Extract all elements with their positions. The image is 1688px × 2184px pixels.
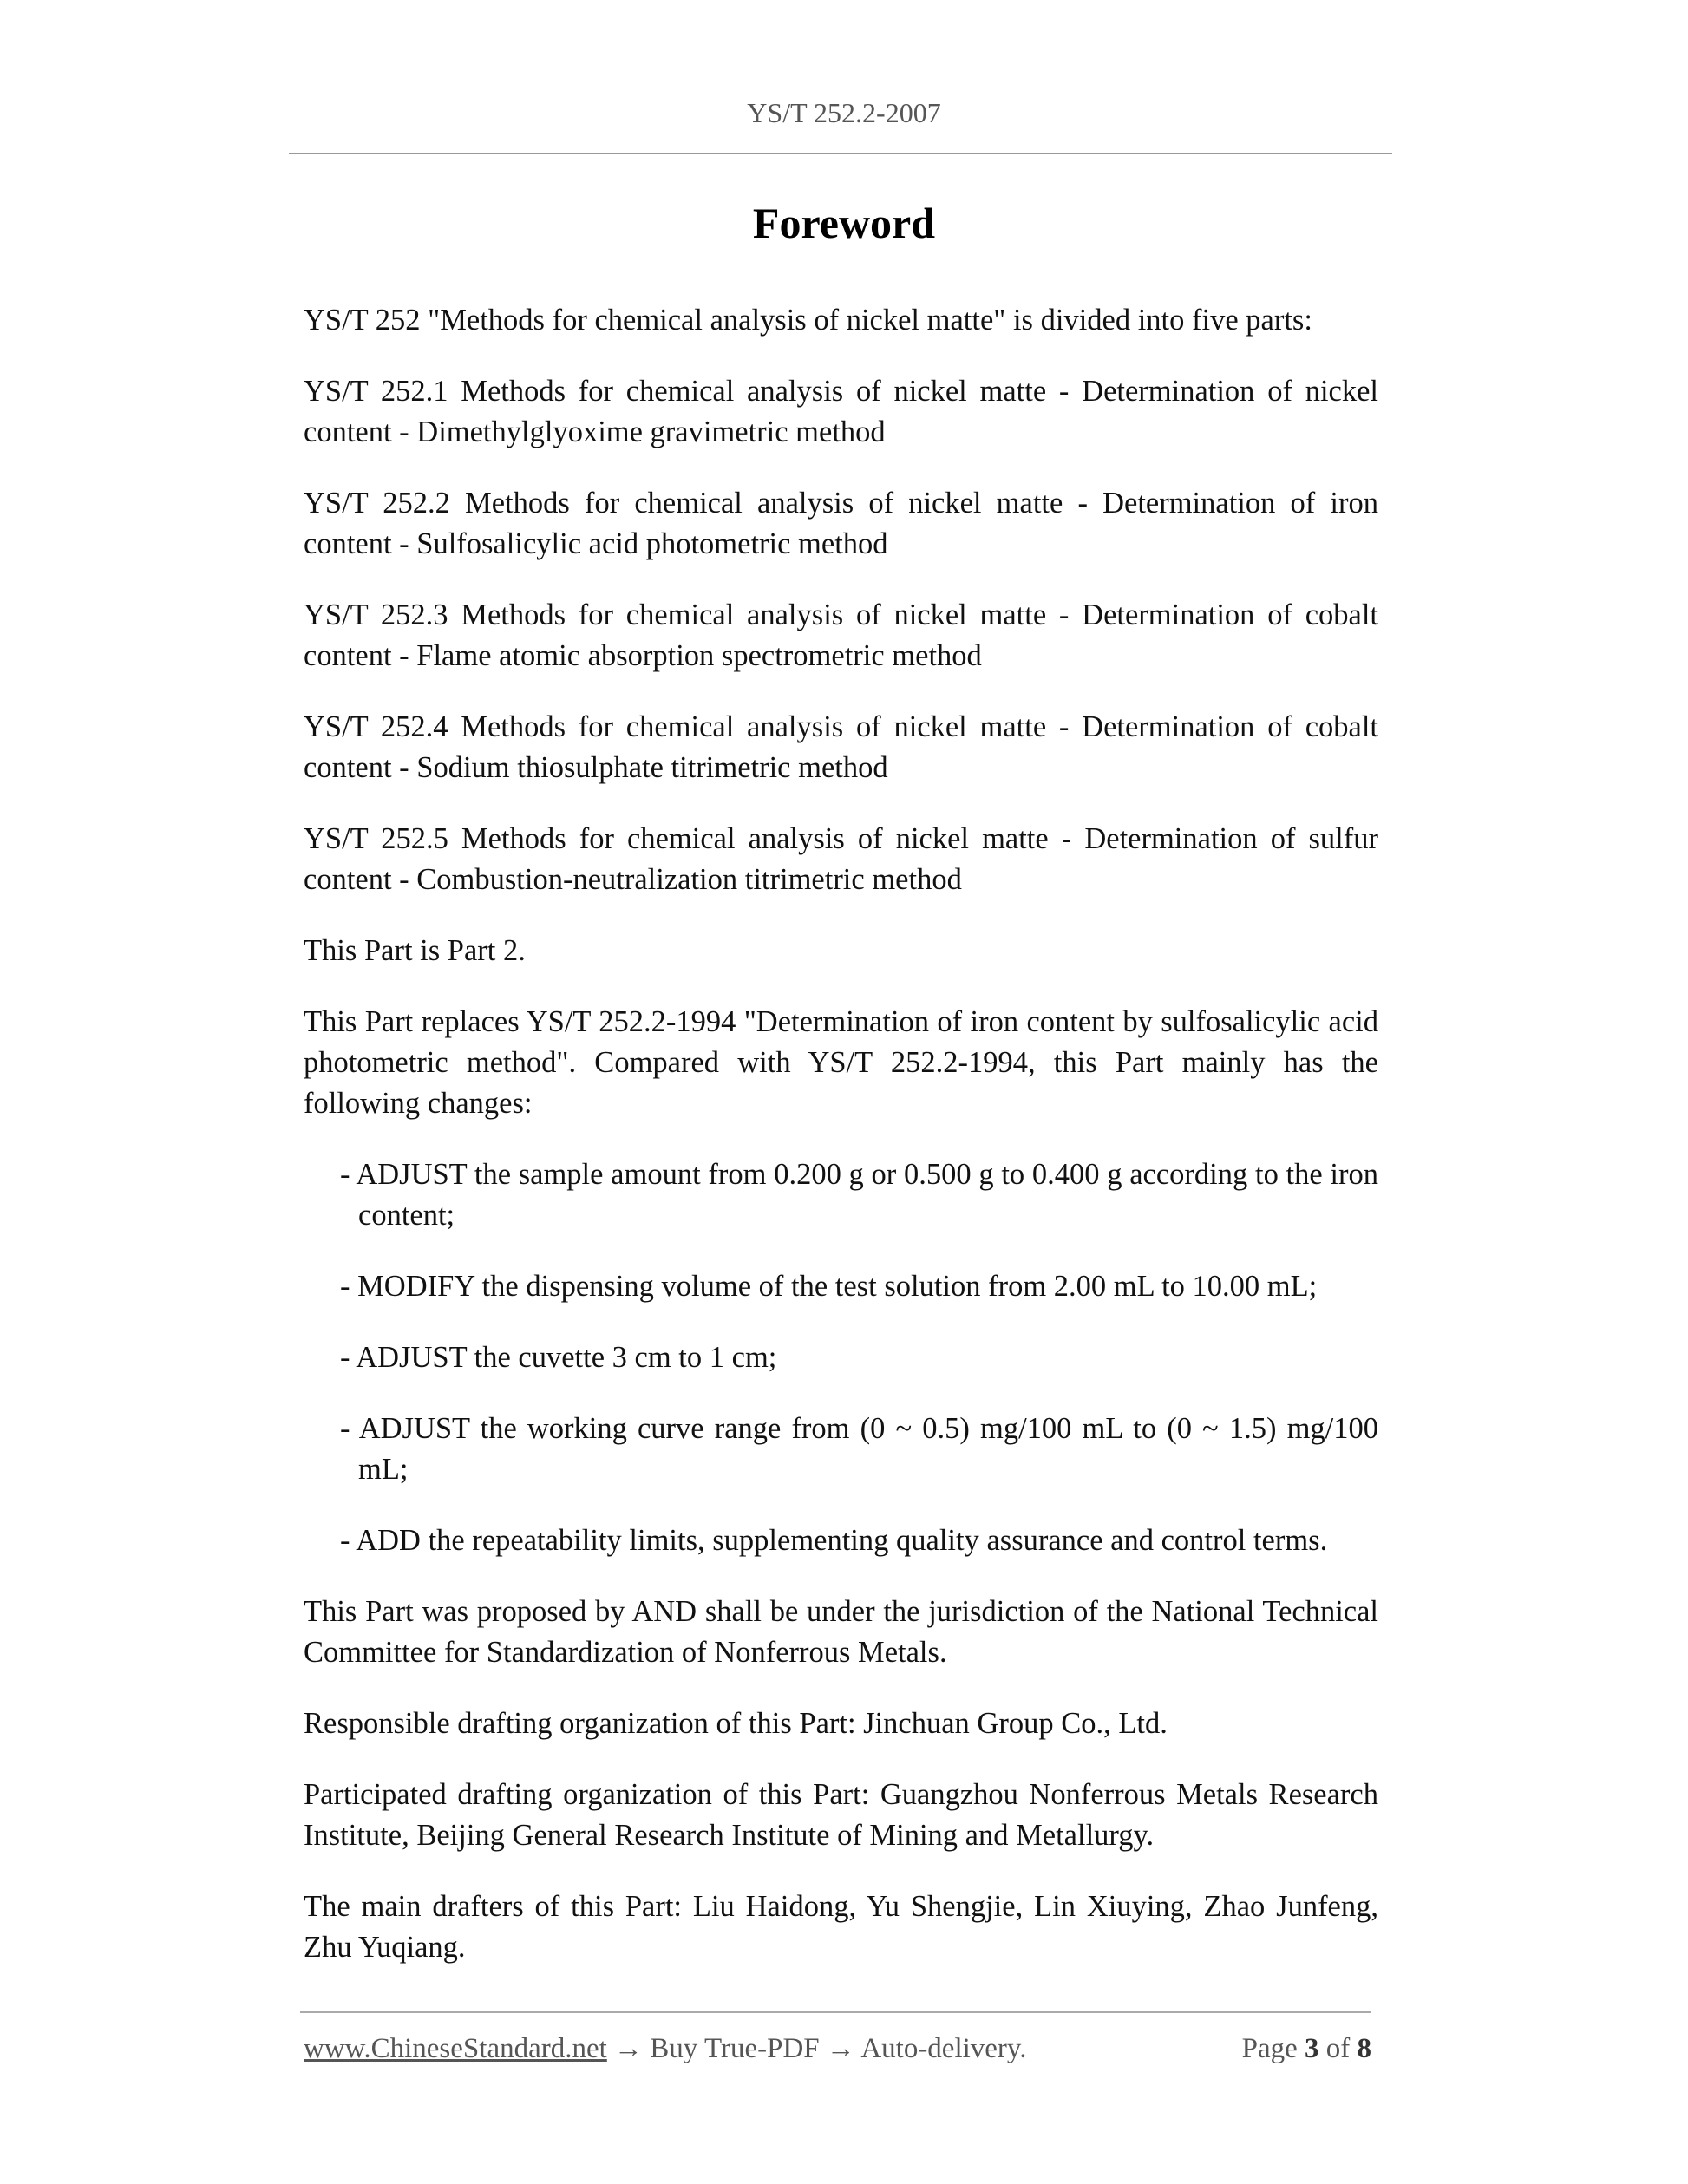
website-link[interactable]: www.ChineseStandard.net: [304, 2033, 607, 2064]
page-footer: [304, 2033, 1371, 2065]
paragraph: YS/T 252.2 Methods for chemical analysis of nickel matte - Determination of iron content - Sulfosalicylic acid photometric method: [304, 487, 1378, 560]
paragraph: This Part is Part 2.: [304, 934, 526, 967]
paragraph: Responsible drafting organization of this Part: Jinchuan Group Co., Ltd.: [304, 1707, 1168, 1740]
page-title: Foreword: [752, 199, 936, 247]
document-body: [304, 300, 1378, 1998]
paragraph: YS/T 252.5 Methods for chemical analysis of nickel matte - Determination of sulfur content - Combustion-neutralization titrimetric method: [304, 822, 1378, 896]
paragraph: YS/T 252 "Methods for chemical analysis of nickel matte" is divided into five parts:: [304, 304, 1312, 337]
total-pages: 8: [1357, 2033, 1371, 2064]
of-label: of: [1325, 2033, 1351, 2064]
change-item: - ADJUST the sample amount from 0.200 g or 0.500 g to 0.400 g according to the iron content;: [340, 1158, 1378, 1232]
paragraph: YS/T 252.3 Methods for chemical analysis of nickel matte - Determination of cobalt content - Flame atomic absorption spectrometric method: [304, 598, 1378, 672]
buy-text: Buy True-PDF: [650, 2033, 820, 2064]
current-page: 3: [1305, 2033, 1319, 2064]
header-divider: [289, 153, 1392, 154]
change-item: - ADJUST the cuvette 3 cm to 1 cm;: [340, 1341, 777, 1374]
footer-promo: [304, 2033, 1027, 2065]
delivery-text: Auto-delivery.: [860, 2033, 1027, 2064]
change-item: - ADJUST the working curve range from (0 ~ 0.5) mg/100 mL to (0 ~ 1.5) mg/100 mL;: [340, 1412, 1378, 1486]
change-item: - ADD the repeatability limits, supplementing quality assurance and control terms.: [340, 1524, 1328, 1557]
paragraph: Participated drafting organization of this Part: Guangzhou Nonferrous Metals Research Institute, Beijing General Research Institute of Mining and Metallurgy.: [304, 1778, 1378, 1852]
change-item: - MODIFY the dispensing volume of the test solution from 2.00 mL to 10.00 mL;: [340, 1270, 1318, 1303]
arrow-icon: →: [614, 2033, 644, 2064]
paragraph: YS/T 252.1 Methods for chemical analysis of nickel matte - Determination of nickel content - Dimethylglyoxime gravimetric method: [304, 375, 1378, 448]
paragraph: This Part was proposed by AND shall be under the jurisdiction of the National Technical Committee for Standardization of Nonferrous Metals.: [304, 1595, 1378, 1669]
paragraph: This Part replaces YS/T 252.2-1994 "Determination of iron content by sulfosalicylic acid photometric method". Compared with YS/T 252.2-1994, this Part mainly has the following changes:: [304, 1005, 1378, 1120]
paragraph: The main drafters of this Part: Liu Haidong, Yu Shengjie, Lin Xiuying, Zhao Junfeng, Zhu Yuqiang.: [304, 1890, 1378, 1964]
arrow-icon: →: [826, 2033, 855, 2064]
running-header: YS/T 252.2-2007: [747, 97, 941, 128]
footer-divider: [300, 2011, 1371, 2013]
page-number: [1242, 2033, 1371, 2065]
paragraph: YS/T 252.4 Methods for chemical analysis of nickel matte - Determination of cobalt content - Sodium thiosulphate titrimetric method: [304, 710, 1378, 784]
page-label: Page: [1241, 2033, 1298, 2064]
